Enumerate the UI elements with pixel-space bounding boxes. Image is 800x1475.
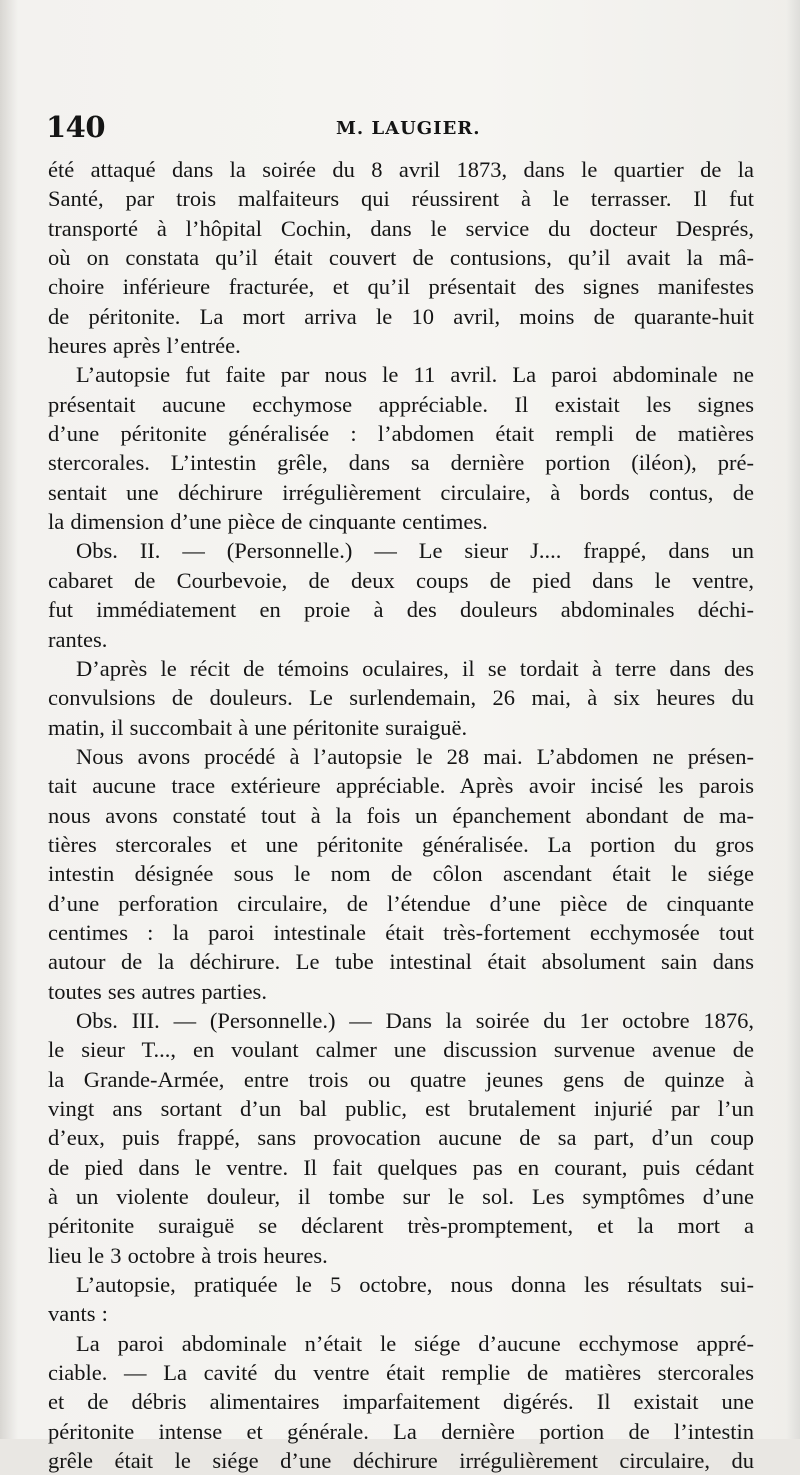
- body-text: [48, 155, 754, 1475]
- text-line: autour de la déchirure. Le tube intestinal était absolument sain dans: [48, 949, 754, 975]
- text-line: D’après le récit de témoins oculaires, il se tordait à terre dans des: [76, 655, 754, 681]
- text-line: sentait une déchirure irrégulièrement circulaire, à bords contus, de: [48, 479, 754, 505]
- text-line: choire inférieure fracturée, et qu’il présentait des signes manifestes: [48, 274, 754, 300]
- text-line: intestin désignée sous le nom de côlon ascendant était le siége: [48, 861, 754, 887]
- text-line: à un violente douleur, il tombe sur le sol. Les symptômes d’une: [48, 1184, 754, 1210]
- text-line: vingt ans sortant d’un bal public, est brutalement injurié par l’un: [48, 1096, 754, 1121]
- text-line: présentait aucune ecchymose appréciable. Il existait les signes: [48, 391, 754, 417]
- text-line: La paroi abdominale n’était le siége d’aucune ecchymose appré-: [76, 1330, 754, 1356]
- text-line: stercorales. L’intestin grêle, dans sa dernière portion (iléon), pré-: [48, 450, 754, 476]
- text-line: péritonite suraiguë se déclarent très-promptement, et la mort a: [48, 1213, 754, 1239]
- text-line: nous avons constaté tout à la fois un épanchement abondant de ma-: [48, 802, 754, 828]
- text-line: grêle était le siége d’une déchirure irrégulièrement circulaire, du: [48, 1448, 754, 1474]
- text-line: transporté à l’hôpital Cochin, dans le service du docteur Després,: [48, 215, 754, 241]
- text-line: été attaqué dans la soirée du 8 avril 1873, dans le quartier de la: [48, 157, 754, 182]
- text-line: convulsions de douleurs. Le surlendemain, 26 mai, à six heures du: [48, 685, 754, 711]
- text-line: d’eux, puis frappé, sans provocation aucune de sa part, d’un coup: [48, 1125, 754, 1151]
- text-line: ciable. — La cavité du ventre était remplie de matières stercorales: [48, 1360, 754, 1386]
- text-line: le sieur T..., en voulant calmer une discussion survenue avenue de: [48, 1037, 754, 1063]
- text-line: d’une péritonite généralisée : l’abdomen était rempli de matières: [48, 421, 754, 447]
- text-line: L’autopsie fut faite par nous le 11 avril. La paroi abdominale ne: [76, 362, 754, 388]
- text-line: tières stercorales et une péritonite généralisée. La portion du gros: [48, 831, 754, 857]
- text-line: tait aucune trace extérieure appréciable. Après avoir incisé les parois: [48, 773, 754, 799]
- observation-heading-line: Obs. II. — (Personnelle.) — Le sieur J.... frappé, dans un: [76, 538, 754, 564]
- text-line: L’autopsie, pratiquée le 5 octobre, nous donna les résultats sui-: [76, 1272, 754, 1298]
- page-number: 140: [46, 110, 106, 144]
- text-line: heures après l’entrée.: [48, 333, 241, 359]
- text-line: où on constata qu’il était couvert de contusions, qu’il avait la mâ-: [48, 245, 754, 271]
- text-line: cabaret de Courbevoie, de deux coups de pied dans le ventre,: [48, 567, 754, 593]
- observation-heading-line: Obs. III. — (Personnelle.) — Dans la soirée du 1er octobre 1876,: [76, 1007, 754, 1033]
- text-line: matin, il succombait à une péritonite suraiguë.: [48, 714, 468, 740]
- text-line: la Grande-Armée, entre trois ou quatre jeunes gens de quinze à: [48, 1066, 754, 1092]
- text-line: et de débris alimentaires imparfaitement digérés. Il existait une: [48, 1389, 754, 1415]
- text-line: rantes.: [48, 626, 108, 652]
- text-line: péritonite intense et générale. La dernière portion de l’intestin: [48, 1418, 754, 1444]
- text-line: centimes : la paroi intestinale était très-fortement ecchymosée tout: [48, 919, 754, 945]
- text-line: de pied dans le ventre. Il fait quelques pas en courant, puis cédant: [48, 1154, 754, 1180]
- text-line: vants :: [48, 1301, 108, 1327]
- text-line: Santé, par trois malfaiteurs qui réussirent à le terrasser. Il fut: [48, 186, 754, 212]
- text-line: de péritonite. La mort arriva le 10 avril, moins de quarante-huit: [48, 303, 754, 329]
- text-line: Nous avons procédé à l’autopsie le 28 mai. L’abdomen ne présen-: [76, 743, 754, 769]
- text-line: lieu le 3 octobre à trois heures.: [48, 1242, 328, 1268]
- text-line: toutes ses autres parties.: [48, 978, 267, 1004]
- page-header: [46, 110, 754, 150]
- text-line: d’une perforation circulaire, de l’étendue d’une pièce de cinquante: [48, 890, 754, 916]
- text-line: la dimension d’une pièce de cinquante centimes.: [48, 509, 488, 535]
- running-head: M. LAUGIER.: [336, 118, 481, 139]
- text-line: fut immédiatement en proie à des douleurs abdominales déchi-: [48, 597, 754, 623]
